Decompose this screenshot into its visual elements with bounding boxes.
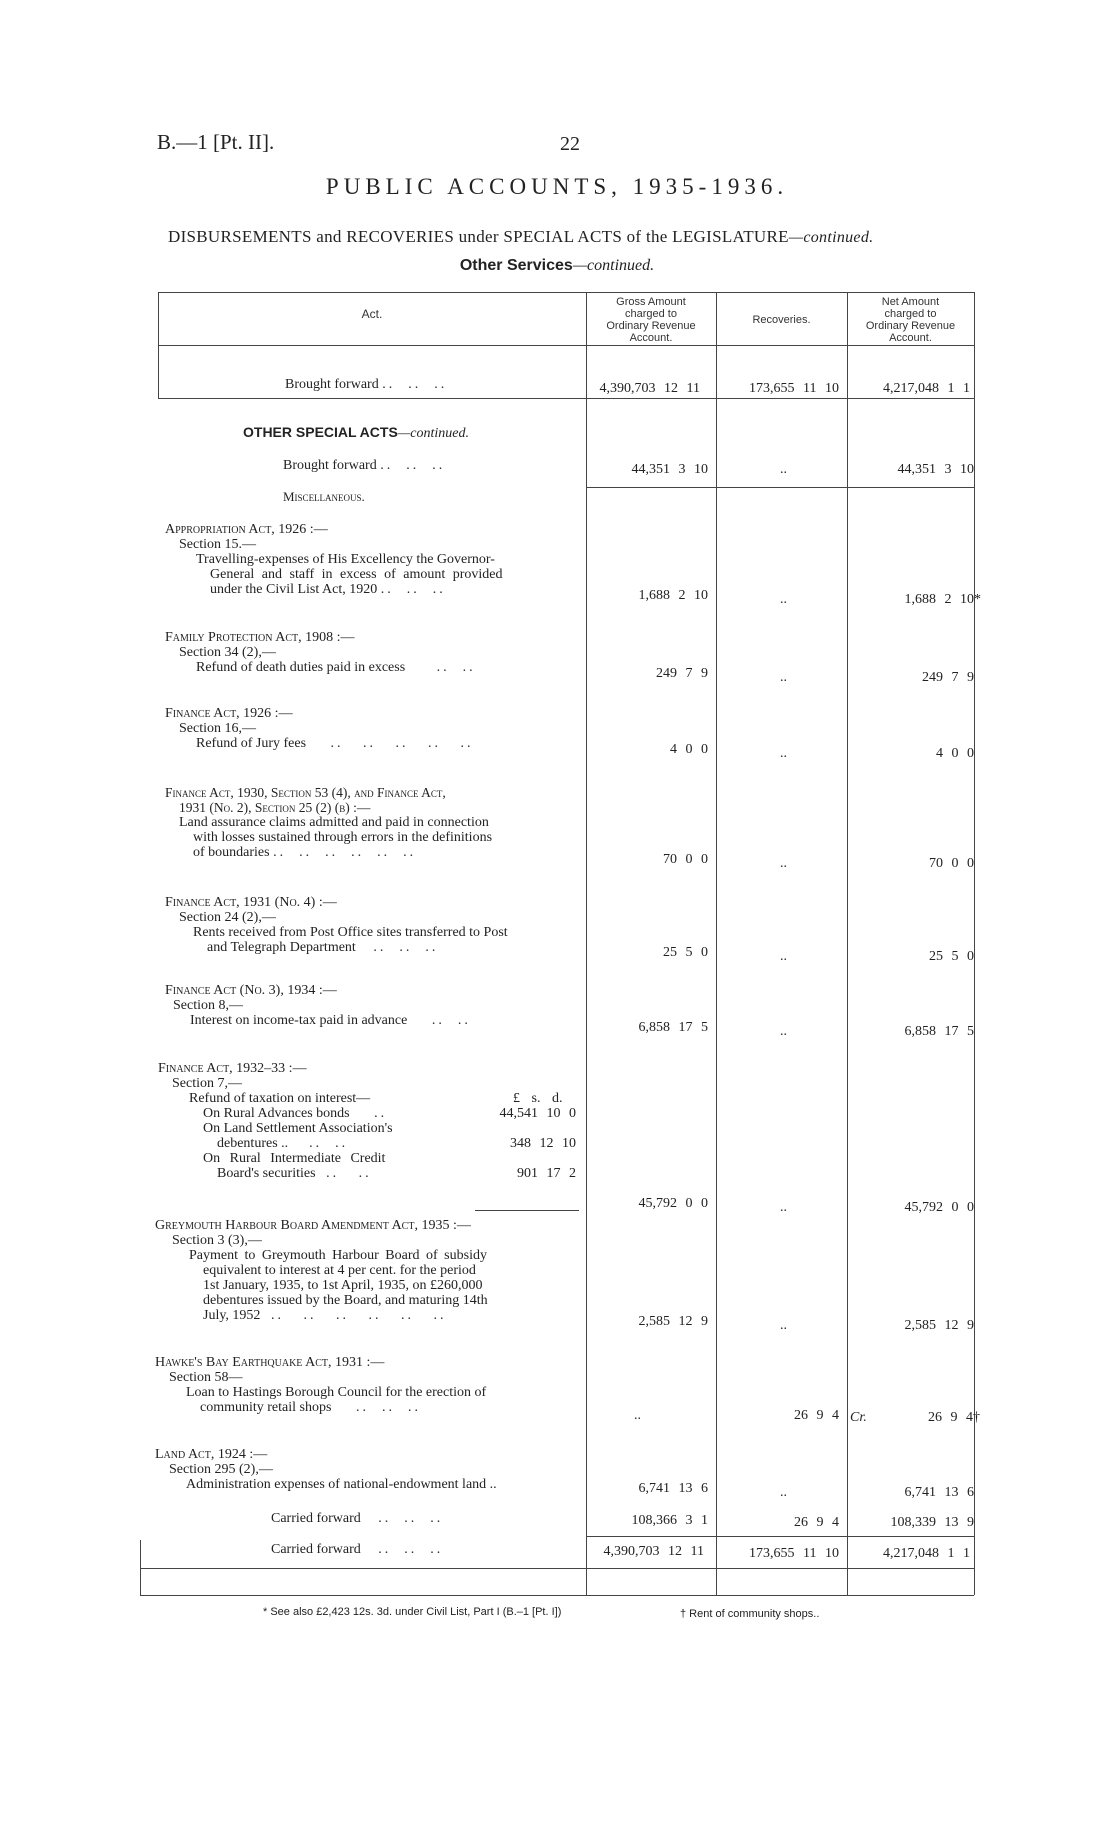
column-header-gross <box>586 296 716 344</box>
section-title-continued: —continued. <box>572 257 655 274</box>
appropriation-act-title: Appropriation Act, 1926 :— <box>165 522 328 537</box>
greymouth-section: Section 3 (3),— <box>172 1233 262 1248</box>
finance1932-sub-amount-1: 44,541 10 0 <box>499 1106 576 1121</box>
appropriation-recoveries: .. <box>780 592 787 607</box>
carried-forward-1-net: 108,339 13 9 <box>890 1515 974 1530</box>
finance1932-line-2: On Rural Advances bonds .. <box>203 1106 388 1121</box>
land-section: Section 295 (2),— <box>169 1462 273 1477</box>
finance1931-net: 25 5 0 <box>929 949 974 964</box>
appropriation-line-2: General and staff in excess of amount provided <box>210 567 503 582</box>
finance1931-act-title: Finance Act, 1931 (No. 4) :— <box>165 895 337 910</box>
family-recoveries: .. <box>780 670 787 685</box>
other-acts-heading-continued: —continued. <box>397 426 469 441</box>
other-acts-heading <box>243 425 469 441</box>
bf-underline <box>586 487 974 488</box>
carried-forward-2-net: 4,217,048 1 1 <box>883 1546 970 1561</box>
greymouth-line-5: July, 1952 .. .. .. .. .. .. <box>203 1308 447 1323</box>
finance1931-line-1: Rents received from Post Office sites transferred to Post <box>193 925 508 940</box>
finance1932-section: Section 7,— <box>172 1076 242 1091</box>
finance1931-gross: 25 5 0 <box>663 945 708 960</box>
carried-forward-1-label: Carried forward .. .. .. <box>271 1511 444 1526</box>
finance1934-section: Section 8,— <box>173 998 243 1013</box>
finance1932-line-1: Refund of taxation on interest— <box>189 1091 371 1106</box>
finance1930-recoveries: .. <box>780 856 787 871</box>
finance1932-line-3: On Land Settlement Association's <box>203 1121 393 1136</box>
land-act-title: Land Act, 1924 :— <box>155 1447 268 1462</box>
land-recoveries: .. <box>780 1485 787 1500</box>
footnote-dagger: † Rent of community shops.. <box>680 1608 820 1620</box>
brought-forward-gross: 44,351 3 10 <box>631 462 708 477</box>
section-title <box>0 257 1114 275</box>
top-brought-forward-gross: 4,390,703 12 11 <box>599 381 700 396</box>
finance1926-gross: 4 0 0 <box>670 742 708 757</box>
carried-forward-1-recoveries: 26 9 4 <box>794 1515 839 1530</box>
top-bf-rule <box>158 398 974 399</box>
page-number: 22 <box>560 133 580 155</box>
finance1926-line-1: Refund of Jury fees .. .. .. .. .. <box>196 736 474 751</box>
brought-forward-net: 44,351 3 10 <box>897 462 974 477</box>
net-header-line-1: Net Amount <box>881 296 940 308</box>
finance1931-line-2: and Telegraph Department .. .. .. <box>207 940 439 955</box>
finance1932-line-6: Board's securities .. .. <box>217 1166 372 1181</box>
hawkes-section: Section 58— <box>169 1370 243 1385</box>
finance1932-line-4: debentures .. .. .. <box>217 1136 349 1151</box>
finance1934-act-title: Finance Act (No. 3), 1934 :— <box>165 983 337 998</box>
finance1930-line-3: of boundaries .. .. .. .. .. .. <box>193 845 417 860</box>
finance1930-gross: 70 0 0 <box>663 852 708 867</box>
greymouth-line-4: debentures issued by the Board, and maturing 14th <box>203 1293 488 1308</box>
hawkes-gross: .. <box>634 1408 641 1423</box>
finance1931-section: Section 24 (2),— <box>179 910 276 925</box>
gross-header-line-1: Gross Amount <box>616 296 686 308</box>
subtotal-rule <box>475 1210 579 1211</box>
land-line-1: Administration expenses of national-endowment land .. <box>186 1477 497 1492</box>
carried-forward-1-gross: 108,366 3 1 <box>631 1513 708 1528</box>
brought-forward-label: Brought forward .. .. .. <box>283 458 446 473</box>
carried-forward-2-recoveries: 173,655 11 10 <box>749 1546 839 1561</box>
subtitle-main: DISBURSEMENTS and RECOVERIES under SPECIAL ACTS of the LEGISLATURE <box>168 227 789 246</box>
net-header-line-2: charged to <box>884 308 937 320</box>
finance1926-recoveries: .. <box>780 746 787 761</box>
column-header-act: Act. <box>361 307 383 321</box>
finance1934-line-1: Interest on income-tax paid in advance .. .. <box>190 1013 471 1028</box>
appropriation-line-1: Travelling-expenses of His Excellency the Governor- <box>196 552 495 567</box>
page-subtitle <box>168 227 873 247</box>
table-top-rule <box>158 292 974 293</box>
top-brought-forward-net: 4,217,048 1 1 <box>883 381 970 396</box>
carried-forward-1-top-rule <box>586 1536 974 1537</box>
table-bottom-rule <box>140 1595 974 1596</box>
top-brought-forward-label: Brought forward .. .. .. <box>285 377 448 392</box>
appropriation-line-3: under the Civil List Act, 1920 .. .. .. <box>210 582 446 597</box>
net-header-line-3: Ordinary Revenue <box>865 320 956 332</box>
finance1932-act-title: Finance Act, 1932–33 :— <box>158 1061 307 1076</box>
gross-header-line-3: Ordinary Revenue <box>606 320 696 332</box>
finance1926-act-title: Finance Act, 1926 :— <box>165 706 293 721</box>
finance1932-line-5: On Rural Intermediate Credit <box>203 1151 386 1166</box>
hawkes-net-prefix: Cr. <box>850 1410 867 1425</box>
greymouth-net: 2,585 12 9 <box>904 1318 974 1333</box>
finance1934-gross: 6,858 17 5 <box>638 1020 708 1035</box>
document-reference: B.—1 [Pt. II]. <box>157 130 275 154</box>
greymouth-act-title: Greymouth Harbour Board Amendment Act, 1935 :— <box>155 1218 471 1233</box>
carried-forward-2-top-rule <box>140 1568 974 1569</box>
miscellaneous-heading: Miscellaneous. <box>283 489 365 504</box>
finance1932-sub-amount-3: 901 17 2 <box>517 1166 576 1181</box>
greymouth-line-1: Payment to Greymouth Harbour Board of subsidy <box>189 1248 487 1263</box>
family-gross: 249 7 9 <box>656 666 708 681</box>
finance1932-gross: 45,792 0 0 <box>638 1196 708 1211</box>
family-act-title: Family Protection Act, 1908 :— <box>165 630 355 645</box>
finance1934-recoveries: .. <box>780 1024 787 1039</box>
finance1931-recoveries: .. <box>780 949 787 964</box>
greymouth-gross: 2,585 12 9 <box>638 1314 708 1329</box>
finance1932-currency: £ s. d. <box>513 1091 563 1106</box>
section-title-main: Other Services <box>459 257 573 274</box>
gross-header-line-4: Account. <box>629 332 673 344</box>
carried-forward-2-gross: 4,390,703 12 11 <box>603 1544 704 1559</box>
hawkes-net: 26 9 4† <box>928 1410 980 1425</box>
hawkes-line-2: community retail shops .. .. .. <box>200 1400 421 1415</box>
land-net: 6,741 13 6 <box>904 1485 974 1500</box>
top-brought-forward-recoveries: 173,655 11 10 <box>749 381 839 396</box>
column-header-recoveries: Recoveries. <box>752 314 811 326</box>
family-line-1: Refund of death duties paid in excess .. .. <box>196 660 476 675</box>
finance1932-recoveries: .. <box>780 1200 787 1215</box>
finance1932-sub-amount-2: 348 12 10 <box>510 1136 576 1151</box>
other-acts-heading-main: OTHER SPECIAL ACTS <box>243 424 398 440</box>
family-net: 249 7 9 <box>922 670 974 685</box>
hawkes-act-title: Hawke's Bay Earthquake Act, 1931 :— <box>155 1355 385 1370</box>
finance1926-section: Section 16,— <box>179 721 256 736</box>
finance1926-net: 4 0 0 <box>936 746 974 761</box>
appropriation-net: 1,688 2 10* <box>904 592 981 607</box>
finance1930-line-1: Land assurance claims admitted and paid in connection <box>179 815 489 830</box>
page-title: PUBLIC ACCOUNTS, 1935-1936. <box>325 174 789 199</box>
hawkes-line-1: Loan to Hastings Borough Council for the erection of <box>186 1385 487 1400</box>
appropriation-gross: 1,688 2 10 <box>638 588 708 603</box>
table-right-border <box>974 292 975 1595</box>
carried-forward-2-label: Carried forward .. .. .. <box>271 1542 444 1557</box>
appropriation-section: Section 15.— <box>179 537 256 552</box>
greymouth-line-2: equivalent to interest at 4 per cent. for the period <box>203 1263 476 1278</box>
finance1930-line-2: with losses sustained through errors in the definitions <box>193 830 493 845</box>
net-header-line-4: Account. <box>889 332 932 344</box>
land-gross: 6,741 13 6 <box>638 1481 708 1496</box>
finance1934-net: 6,858 17 5 <box>904 1024 974 1039</box>
header-bottom-rule <box>158 345 974 346</box>
greymouth-recoveries: .. <box>780 1318 787 1333</box>
finance1932-net: 45,792 0 0 <box>904 1200 974 1215</box>
gross-header-line-2: charged to <box>625 308 677 320</box>
finance1930-act-title: Finance Act, 1930, Section 53 (4), and Finance Act, <box>165 785 446 800</box>
brought-forward-recoveries: .. <box>780 462 787 477</box>
column-header-net <box>847 296 974 344</box>
footnote-star: * See also £2,423 12s. 3d. under Civil List, Part I (B.–1 [Pt. I]) <box>263 1606 562 1618</box>
greymouth-line-3: 1st January, 1935, to 1st April, 1935, on £260,000 <box>203 1278 483 1293</box>
finance1930-net: 70 0 0 <box>929 856 974 871</box>
hawkes-recoveries: 26 9 4 <box>794 1408 839 1423</box>
finance1930-act-title-2: 1931 (No. 2), Section 25 (2) (b) :— <box>179 800 371 815</box>
family-section: Section 34 (2),— <box>179 645 276 660</box>
subtitle-continued: —continued. <box>788 229 874 246</box>
